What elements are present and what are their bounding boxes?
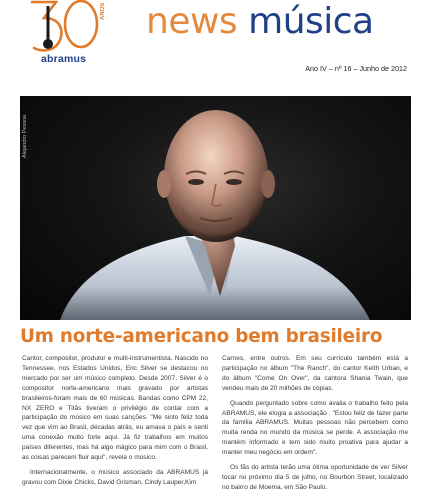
logo-wordmark: abramus — [41, 53, 87, 65]
article-paragraph: Internacionalmente, o músico associado da ABRAMUS já gravou com Dixie Chicks, David Grisman, Cindy Lauper,Kim — [22, 468, 208, 486]
masthead-header — [0, 0, 431, 92]
photo-credit: Alejandro Pessoa — [22, 114, 28, 158]
article-headline: Um norte-americano bem brasileiro — [20, 326, 383, 347]
portrait-illustration — [20, 96, 411, 320]
article-column-left — [22, 354, 208, 493]
portrait-photo — [20, 96, 411, 320]
masthead-title — [146, 0, 374, 44]
article-paragraph: Os fãs do artista terão uma ótima oportunidade de ver Silver tocar no próximo dia 5 de julho, no Bourbon Street, localizado no bairro de Moema, em São Paulo. — [222, 464, 408, 491]
masthead-word-musica: música — [248, 1, 374, 42]
article-column-right — [222, 354, 408, 498]
issue-info: Ano IV – nº 16 – Junho de 2012 — [305, 64, 407, 73]
masthead-word-news: news — [146, 1, 238, 42]
article-paragraph: Cantor, compositor, produtor e multi-instrumentista. Nascido no Tennessee, nos Estados Unidos, Eric Silver se destacou no mercado por ser um músico completo. Desde 2007, Silver é o compositor norte-americano mais gravado por artistas brasileiros-foram mais de 60 músicas. Bandas como CPM 22, NX ZERO e Titãs tiveram o privilégio de contar com a participação do músico em suas canções. "Me sinto feliz toda vez que vim ao Brasil, décadas atrás, eu amava o país e senti uma conexão muito forte aqui. Já fiz trabalhos em muitos países diferentes, mas há algo mágico para mim com o Brasil, as coisas parecem fluir aqui", revela o músico. — [22, 355, 208, 462]
article-paragraph: Carnes, entre outros. Em seu currículo também está a participação no álbum "The Ranch", do cantor Keith Urban, e do álbum "Come On Over", da cantora Shania Twain, que vendeu mais de 20 milhões de cópias. — [222, 355, 408, 392]
logo-side-text: ANOS — [100, 2, 106, 20]
article-paragraph: Quando perguntado sobre como avalia o trabalho feito pela ABRAMUS, ele elogia a associação . "Estou feliz de fazer parte da família ABRAMUS. Muitas pessoas não percebem como muita renda no mundo da música se perde. A associação me mantém informado e tem sido muito proativa para ajudar a manter meu negócio em ordem". — [222, 399, 408, 457]
